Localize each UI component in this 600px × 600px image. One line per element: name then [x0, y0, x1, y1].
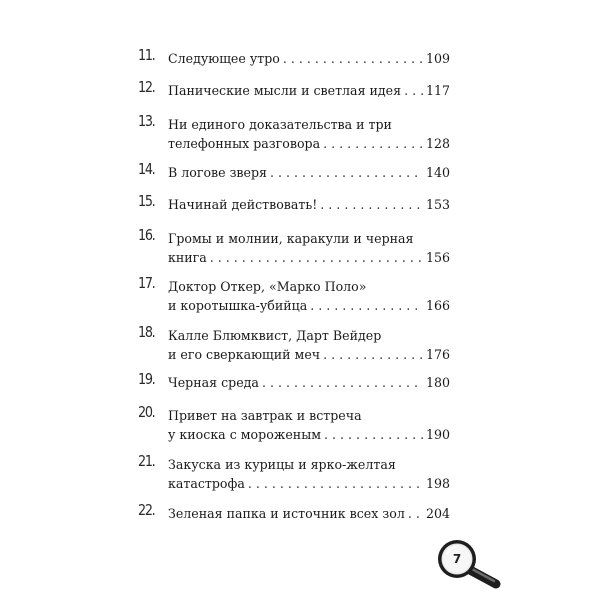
- dot-leader: [324, 425, 423, 444]
- chapter-title: книга: [168, 250, 207, 265]
- chapter-title: телефонных разговора: [168, 136, 321, 151]
- dot-leader: [210, 248, 423, 267]
- toc-entry: [138, 226, 450, 267]
- toc-entry: [138, 192, 450, 214]
- toc-entry: [138, 46, 450, 68]
- chapter-title-line: Калле Блюмквист, Дарт Вейдер: [168, 328, 382, 343]
- dot-leader: [270, 163, 423, 182]
- toc-entry: [138, 78, 450, 100]
- chapter-number: 12.: [138, 78, 155, 96]
- page-number: 166: [425, 298, 450, 313]
- chapter-number: 11.: [138, 46, 155, 64]
- chapter-title-line: Доктор Откер, «Марко Поло»: [168, 279, 367, 294]
- chapter-title: и коротышка-убийца: [168, 298, 308, 313]
- page-number: 176: [425, 347, 450, 362]
- chapter-number: 17.: [138, 274, 155, 292]
- chapter-number: 22.: [138, 501, 155, 519]
- folio-page-number: 7: [452, 552, 462, 566]
- page-badge: [434, 534, 506, 590]
- chapter-title: Черная среда: [168, 375, 259, 390]
- dot-leader: [320, 195, 423, 214]
- dot-leader: [262, 373, 423, 392]
- chapter-title: у киоска с мороженым: [168, 427, 322, 442]
- dot-leader: [404, 81, 423, 100]
- page-number: 140: [425, 165, 450, 180]
- chapter-title: Следующее утро: [168, 51, 280, 66]
- toc-entry: [138, 323, 450, 364]
- page-number: 156: [425, 250, 450, 265]
- chapter-number: 19.: [138, 370, 155, 388]
- chapter-number: 13.: [138, 112, 155, 130]
- chapter-title-line: Привет на завтрак и встреча: [168, 408, 362, 423]
- chapter-title-line: Закуска из курицы и ярко-желтая: [168, 457, 396, 472]
- page-number: 117: [425, 83, 450, 98]
- chapter-number: 15.: [138, 192, 155, 210]
- chapter-title-line: Громы и молнии, каракули и черная: [168, 231, 414, 246]
- dot-leader: [310, 296, 423, 315]
- chapter-number: 21.: [138, 452, 155, 470]
- chapter-title-line: Ни единого доказательства и три: [168, 117, 392, 132]
- dot-leader: [283, 49, 423, 68]
- chapter-number: 20.: [138, 403, 155, 421]
- chapter-number: 16.: [138, 226, 155, 244]
- chapter-title: и его сверкающий меч: [168, 347, 321, 362]
- chapter-title: катастрофа: [168, 476, 245, 491]
- page-number: 190: [425, 427, 450, 442]
- toc-entry: [138, 403, 450, 444]
- page-number: 153: [425, 197, 450, 212]
- toc-entry: [138, 274, 450, 315]
- chapter-number: 14.: [138, 160, 155, 178]
- page-number: 198: [425, 476, 450, 491]
- toc-entry: [138, 452, 450, 493]
- page-number: 204: [425, 506, 450, 521]
- chapter-title: Зеленая папка и источник всех зол: [168, 506, 405, 521]
- page-number: 128: [425, 136, 450, 151]
- toc-entry: [138, 112, 450, 153]
- toc-entry: [138, 160, 450, 182]
- page-number: 109: [425, 51, 450, 66]
- dot-leader: [323, 345, 423, 364]
- dot-leader: [248, 474, 423, 493]
- toc-entry: [138, 501, 450, 523]
- chapter-title: В логове зверя: [168, 165, 267, 180]
- toc-entry: [138, 370, 450, 392]
- chapter-number: 18.: [138, 323, 155, 341]
- dot-leader: [323, 134, 423, 153]
- chapter-title: Начинай действовать!: [168, 197, 318, 212]
- dot-leader: [408, 504, 423, 523]
- page-number: 180: [425, 375, 450, 390]
- chapter-title: Панические мысли и светлая идея: [168, 83, 402, 98]
